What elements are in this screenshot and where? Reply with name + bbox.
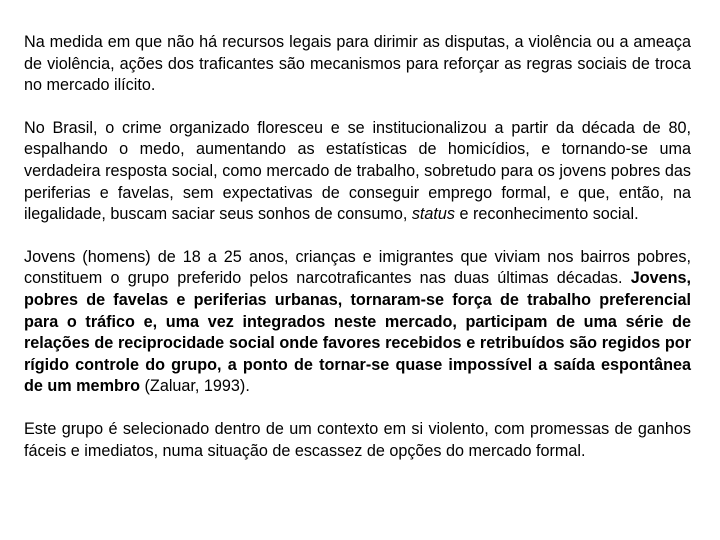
paragraph-text: No Brasil, o crime organizado floresceu e se institucionalizou a partir da década de 80, espalhando o medo, aumentando as estatísticas de homicídios, e tornando-se uma verdadeira resposta social, como mercado de trabalho, sobretudo para os jovens pobres das periferias e favelas, sem expectativas de conseguir emprego formal, e que, então, na ilegalidade, buscam saciar seus sonhos de consumo,: [24, 118, 691, 224]
paragraph-text: Jovens (homens) de 18 a 25 anos, crianças e imigrantes que viviam nos bairros pobres, constituem o grupo preferido pelos narcotraficantes nas duas últimas décadas.: [24, 247, 691, 288]
paragraph-organized-crime-brazil: [24, 118, 691, 226]
paragraph-text: Este grupo é selecionado dentro de um contexto em si violento, com promessas de ganhos fáceis e imediatos, numa situação de escassez de opções do mercado formal.: [24, 419, 691, 460]
italic-term-status: status: [411, 205, 456, 224]
paragraph-violence-rules: [24, 32, 691, 97]
paragraph-group-selection: [24, 419, 691, 462]
paragraph-text: Na medida em que não há recursos legais para dirimir as disputas, a violência ou a ameaça de violência, ações dos traficantes são mecanismos para reforçar as regras sociais de troca no mercado ilícito.: [24, 33, 691, 95]
citation: (Zaluar, 1993).: [140, 377, 250, 396]
paragraph-text-end: e reconhecimento social.: [455, 205, 639, 224]
paragraph-youth-recruitment: [24, 247, 691, 398]
document-body: [24, 32, 691, 462]
bold-quote: Jovens, pobres de favelas e periferias urbanas, tornaram-se força de trabalho preferencial para o tráfico e, uma vez integrados neste mercado, participam de uma série de relações de reciprocidade social onde favores recebidos e retribuídos são regidos por rígido controle do grupo, a ponto de tornar-se quase impossível a saída espontânea de um membro: [24, 269, 691, 396]
